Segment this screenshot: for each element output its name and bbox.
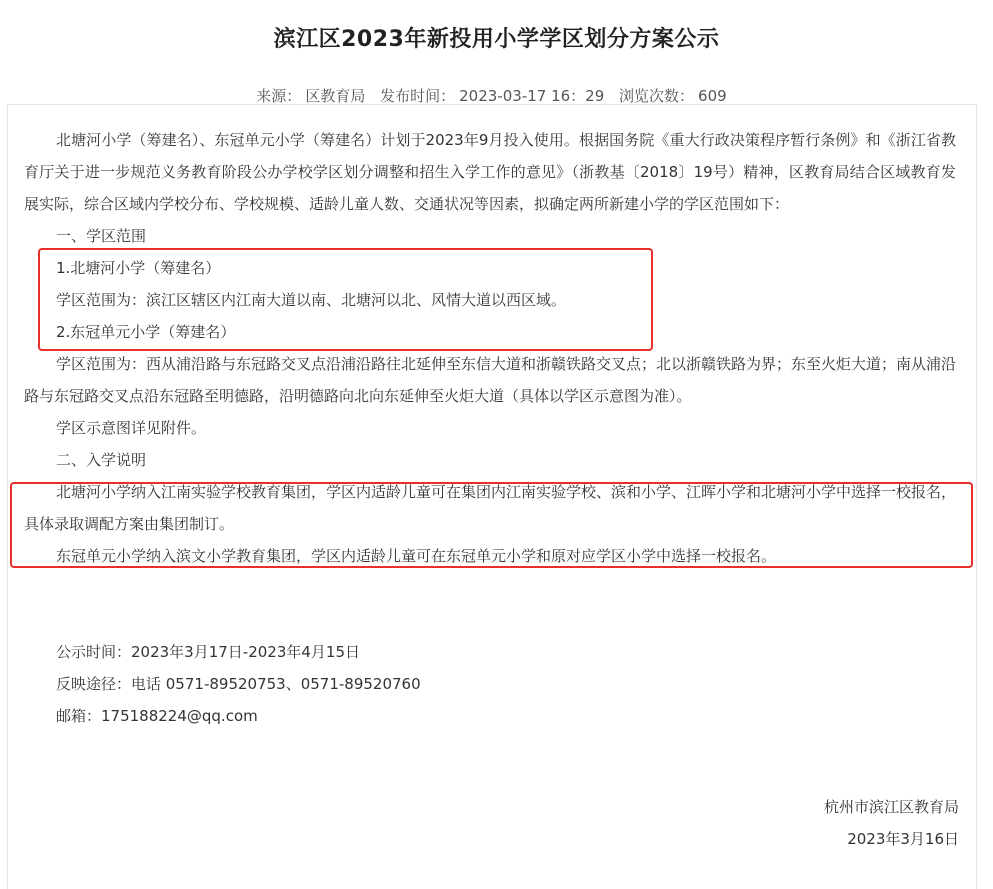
view-count-value: 609: [698, 87, 727, 105]
signature-date: 2023年3月16日: [847, 830, 959, 848]
school-1-heading: 1.北塘河小学（筹建名）: [56, 259, 221, 277]
section-heading-enrollment: 二、入学说明: [56, 451, 147, 469]
publish-time-value: 2023-03-17 16：29: [459, 87, 605, 105]
map-attachment-note: 学区示意图详见附件。: [56, 419, 207, 437]
school-2-heading: 2.东冠单元小学（筹建名）: [56, 323, 236, 341]
feedback-email: 邮箱：175188224@qq.com: [56, 707, 258, 725]
feedback-phone: 反映途径：电话 0571-89520753、0571-89520760: [56, 675, 421, 693]
source-label: 来源：: [256, 87, 302, 105]
intro-paragraph: 北塘河小学（筹建名）、东冠单元小学（筹建名）计划于2023年9月投入使用。根据国务院《重大行政决策程序暂行条例》和《浙江省教育厅关于进一步规范义务教育阶段公办学校学区划分调整和招生入学工作的意见》（浙教基〔2018〕19号）精神，区教育局结合区域教育发展实际，综合区域内学校分布、学校规模、适龄儿童人数、交通状况等因素，拟确定两所新建小学的学区范围如下：: [24, 131, 956, 213]
view-count-label: 浏览次数：: [619, 87, 695, 105]
school-2-district: 学区范围为：西从浦沿路与东冠路交叉点沿浦沿路往北延伸至东信大道和浙赣铁路交叉点；北以浙赣铁路为界；东至火炬大道；南从浦沿路与东冠路交叉点沿东冠路至明德路，沿明德路向北向东延伸至火炬大道（具体以学区示意图为准）。: [24, 355, 957, 405]
spacer: [24, 572, 956, 636]
school-1-district: 学区范围为：滨江区辖区内江南大道以南、北塘河以北、风情大道以西区域。: [56, 291, 567, 309]
publicity-period: 公示时间：2023年3月17日-2023年4月15日: [56, 643, 361, 661]
enrollment-school-1: 北塘河小学纳入江南实验学校教育集团，学区内适龄儿童可在集团内江南实验学校、滨和小学、江晖小学和北塘河小学中选择一校报名，具体录取调配方案由集团制订。: [24, 483, 957, 533]
article-title: 滨江区2023年新投用小学学区划分方案公示: [273, 27, 720, 52]
article-body: [24, 124, 956, 732]
enrollment-school-2: 东冠单元小学纳入滨文小学教育集团，学区内适龄儿童可在东冠单元小学和原对应学区小学中选择一校报名。: [56, 547, 777, 565]
publish-time-label: 发布时间：: [380, 87, 456, 105]
article-meta: [0, 85, 993, 106]
source-value: 区教育局: [305, 87, 366, 105]
signature-org: 杭州市滨江区教育局: [823, 798, 959, 816]
section-heading-district: 一、学区范围: [56, 227, 147, 245]
